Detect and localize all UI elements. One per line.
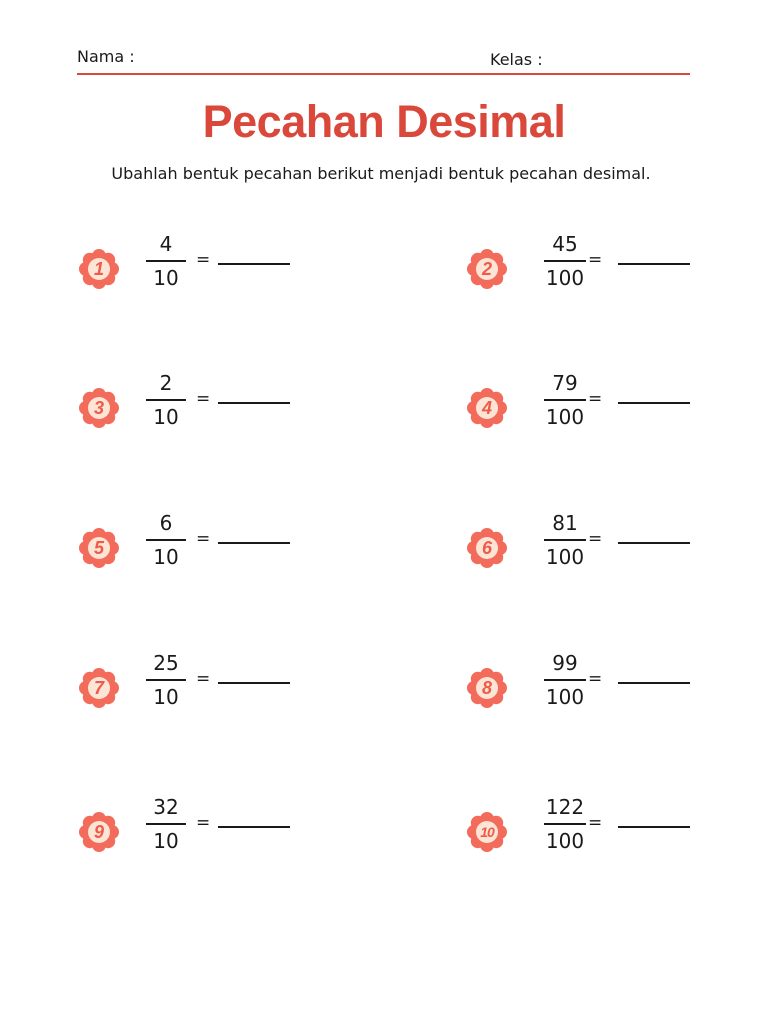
equals-sign: = — [196, 813, 211, 833]
fraction-numerator: 2 — [159, 371, 173, 395]
problem-number: 4 — [481, 398, 492, 418]
fraction-denominator: 10 — [153, 545, 179, 569]
fraction-numerator: 99 — [552, 651, 578, 675]
fraction-numerator: 6 — [159, 511, 173, 535]
fraction-bar — [146, 679, 186, 681]
fraction-denominator: 100 — [545, 405, 585, 429]
fraction — [146, 230, 186, 292]
fraction-numerator: 4 — [159, 232, 173, 256]
problem-2 — [466, 232, 768, 318]
fraction — [146, 369, 186, 431]
equals-sign: = — [588, 813, 603, 833]
equals-sign: = — [196, 669, 211, 689]
fraction-denominator: 100 — [545, 545, 585, 569]
answer-blank[interactable] — [618, 682, 690, 684]
answer-blank[interactable] — [618, 263, 690, 265]
fraction-bar — [544, 260, 586, 262]
problem-number: 8 — [481, 678, 492, 698]
answer-blank[interactable] — [218, 263, 290, 265]
fraction-denominator: 10 — [153, 829, 179, 853]
class-label: Kelas : — [490, 50, 543, 69]
flower-badge-icon — [466, 248, 508, 290]
flower-badge-icon — [78, 811, 120, 853]
flower-badge-icon — [466, 811, 508, 853]
fraction — [544, 793, 586, 855]
equals-sign: = — [196, 250, 211, 270]
flower-badge-icon — [78, 527, 120, 569]
problem-6 — [466, 511, 768, 597]
equals-sign: = — [196, 529, 211, 549]
name-label: Nama : — [77, 47, 135, 66]
equals-sign: = — [588, 529, 603, 549]
fraction — [544, 509, 586, 571]
fraction-denominator: 10 — [153, 266, 179, 290]
worksheet-title: Pecahan Desimal — [202, 96, 566, 147]
fraction-bar — [544, 823, 586, 825]
fraction — [146, 649, 186, 711]
fraction-numerator: 32 — [153, 795, 179, 819]
problem-number: 6 — [481, 538, 492, 558]
equals-sign: = — [588, 389, 603, 409]
fraction-numerator: 79 — [552, 371, 578, 395]
problem-1 — [78, 232, 398, 318]
flower-badge-icon — [466, 667, 508, 709]
instruction-text: Ubahlah bentuk pecahan berikut menjadi bentuk pecahan desimal. — [111, 164, 651, 183]
problem-number: 7 — [93, 678, 104, 698]
fraction — [544, 230, 586, 292]
fraction-bar — [544, 399, 586, 401]
problem-number: 5 — [93, 538, 104, 558]
fraction — [544, 369, 586, 431]
fraction-bar — [146, 539, 186, 541]
fraction-numerator: 81 — [552, 511, 578, 535]
problem-3 — [78, 371, 398, 457]
problem-number: 2 — [481, 259, 492, 279]
fraction-bar — [146, 823, 186, 825]
fraction-numerator: 122 — [545, 795, 585, 819]
fraction — [146, 793, 186, 855]
header-divider — [77, 73, 690, 75]
fraction-denominator: 10 — [153, 685, 179, 709]
fraction-numerator: 45 — [552, 232, 578, 256]
equals-sign: = — [588, 669, 603, 689]
fraction — [146, 509, 186, 571]
answer-blank[interactable] — [618, 542, 690, 544]
answer-blank[interactable] — [618, 402, 690, 404]
problem-number: 3 — [93, 398, 104, 418]
flower-badge-icon — [78, 667, 120, 709]
equals-sign: = — [196, 389, 211, 409]
problem-number: 1 — [93, 259, 104, 279]
fraction-denominator: 100 — [545, 829, 585, 853]
problem-4 — [466, 371, 768, 457]
problem-number: 9 — [93, 822, 104, 842]
fraction-bar — [146, 260, 186, 262]
fraction-bar — [146, 399, 186, 401]
answer-blank[interactable] — [218, 402, 290, 404]
problem-5 — [78, 511, 398, 597]
flower-badge-icon — [78, 387, 120, 429]
problem-7 — [78, 651, 398, 737]
answer-blank[interactable] — [218, 542, 290, 544]
fraction-denominator: 10 — [153, 405, 179, 429]
equals-sign: = — [588, 250, 603, 270]
flower-badge-icon — [466, 527, 508, 569]
fraction-bar — [544, 539, 586, 541]
answer-blank[interactable] — [618, 826, 690, 828]
fraction — [544, 649, 586, 711]
problem-10 — [466, 795, 768, 881]
fraction-bar — [544, 679, 586, 681]
answer-blank[interactable] — [218, 682, 290, 684]
flower-badge-icon — [78, 248, 120, 290]
problem-number: 10 — [480, 824, 494, 840]
flower-badge-icon — [466, 387, 508, 429]
fraction-denominator: 100 — [545, 266, 585, 290]
problem-8 — [466, 651, 768, 737]
problem-9 — [78, 795, 398, 881]
answer-blank[interactable] — [218, 826, 290, 828]
fraction-denominator: 100 — [545, 685, 585, 709]
fraction-numerator: 25 — [153, 651, 179, 675]
